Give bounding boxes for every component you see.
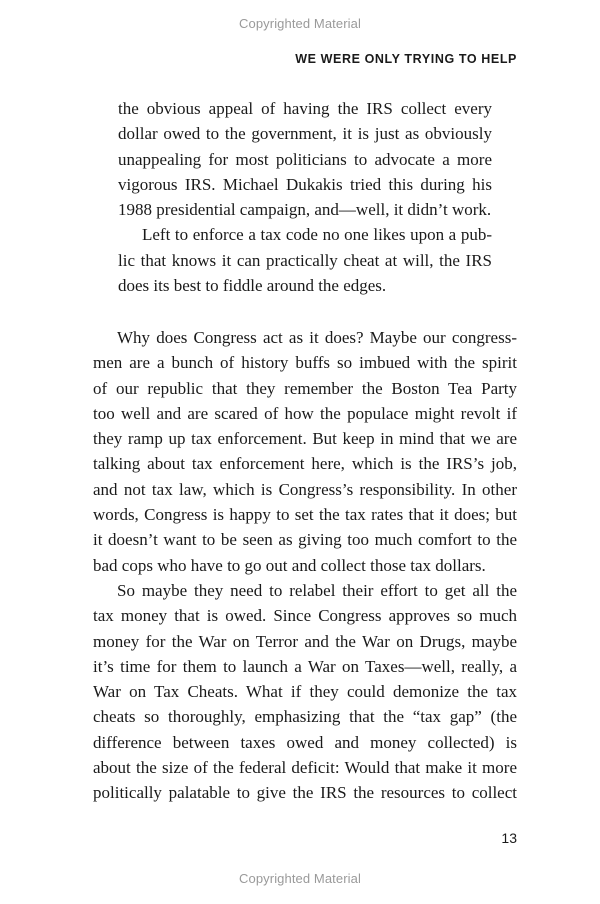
quote-line: lic that knows it can practically cheat at will, the IRS: [118, 250, 492, 270]
body-line: of our republic that they remember the Boston Tea Party: [93, 378, 517, 398]
body-line: they ramp up tax enforcement. But keep in mind that we are: [93, 429, 517, 449]
copyright-watermark-top: Copyrighted Material: [239, 16, 361, 31]
quote-line: does its best to fiddle around the edges.: [118, 276, 387, 296]
body-line: talking about tax enforcement here, which is the IRS’s job,: [93, 454, 517, 474]
body-line: too well and are scared of how the populace might revolt if: [93, 403, 517, 423]
body-line: it’s time for them to launch a War on Taxes—well, really, a: [93, 656, 517, 676]
body-line: difference between taxes owed and money collected) is: [93, 732, 517, 752]
body-line: and not tax law, which is Congress’s responsibility. In other: [93, 479, 517, 499]
quote-line: dollar owed to the government, it is just as obviously: [118, 124, 492, 144]
quote-line: the obvious appeal of having the IRS collect every: [118, 99, 492, 118]
body-line: it doesn’t want to be seen as giving too much comfort to the: [93, 530, 517, 550]
body-line: War on Tax Cheats. What if they could demonize the tax: [93, 682, 517, 702]
body-line: Why does Congress act as it does? Maybe our congress-: [117, 328, 517, 347]
quote-line: Left to enforce a tax code no one likes upon a pub-: [142, 225, 492, 245]
page-number: 13: [501, 830, 517, 846]
quote-line: vigorous IRS. Michael Dukakis tried this during his: [118, 174, 492, 194]
body-line: So maybe they need to relabel their effort to get all the: [117, 580, 517, 600]
body-line: bad cops who have to go out and collect those tax dollars.: [93, 555, 486, 575]
quote-line: unappealing for most politicians to advocate a more: [118, 149, 492, 169]
body-line: politically palatable to give the IRS the resources to collect: [93, 783, 517, 803]
body-text: [93, 325, 517, 806]
quote-line: 1988 presidential campaign, and—well, it didn’t work.: [118, 200, 492, 220]
block-quote: [118, 96, 492, 298]
body-line: about the size of the federal deficit: Would that make it more: [93, 758, 517, 778]
body-line: words, Congress is happy to set the tax rates that it does; but: [93, 505, 517, 525]
body-line: money for the War on Terror and the War on Drugs, maybe: [93, 631, 517, 651]
body-line: tax money that is owed. Since Congress approves so much: [93, 606, 517, 626]
body-line: men are a bunch of history buffs so imbued with the spirit: [93, 353, 517, 373]
running-head: WE WERE ONLY TRYING TO HELP: [295, 52, 517, 66]
copyright-watermark-bottom: Copyrighted Material: [239, 871, 361, 886]
body-line: cheats so thoroughly, emphasizing that the “tax gap” (the: [93, 707, 517, 727]
